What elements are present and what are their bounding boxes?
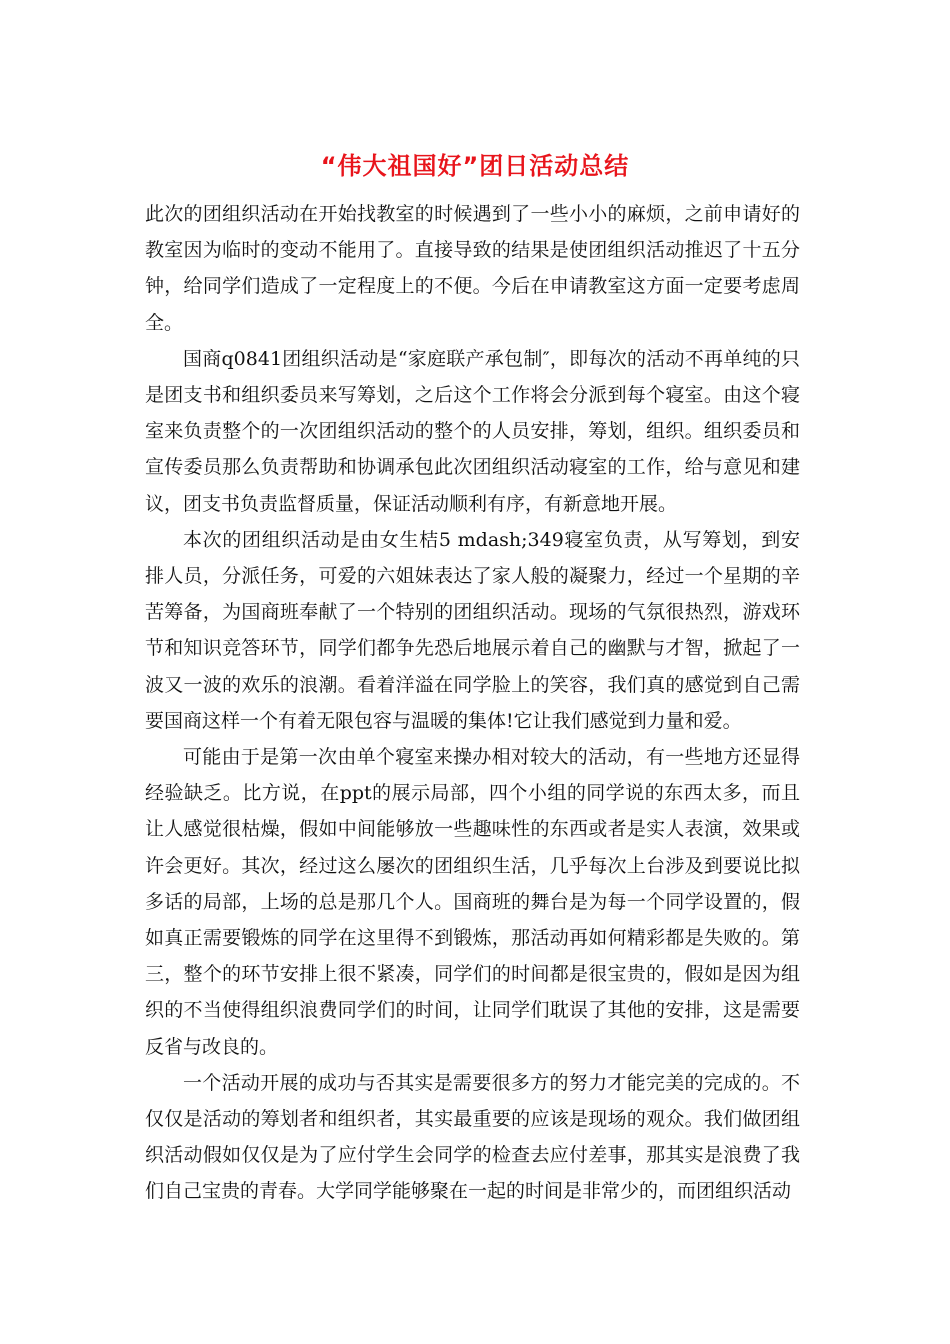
document-title: “伟大祖国好”团日活动总结 (320, 152, 630, 180)
paragraph-3: 本次的团组织活动是由女生桔5 mdash;349寝室负责，从写筹划，到安排人员，分派任务，可爱的六姐妹表达了家人般的凝聚力，经过一个星期的辛苦筹备，为国商班奉献了一个特别的团组织活动。现场的气氛很热烈，游戏环节和知识竞答环节，同学们都争先恐后地展示着自己的幽默与才智，掀起了一波又一波的欢乐的浪潮。看着洋溢在同学脸上的笑容，我们真的感觉到自己需要国商这样一个有着无限包容与温暖的集体!它让我们感觉到力量和爱。 (145, 528, 800, 732)
document-body (145, 196, 800, 1210)
paragraph-2: 国商q0841团组织活动是“家庭联产承包制″，即每次的活动不再单纯的只是团支书和组织委员来写筹划，之后这个工作将会分派到每个寝室。由这个寝室来负责整个的一次团组织活动的整个的人员安排，筹划，组织。组织委员和宣传委员那么负责帮助和协调承包此次团组织活动寝室的工作，给与意见和建议，团支书负责监督质量，保证活动顺利有序，有新意地开展。 (145, 347, 800, 515)
paragraph-5: 一个活动开展的成功与否其实是需要很多方的努力才能完美的完成的。不仅仅是活动的筹划者和组织者，其实最重要的应该是现场的观众。我们做团组织活动假如仅仅是为了应付学生会同学的检查去应付差事，那其实是浪费了我们自己宝贵的青春。大学同学能够聚在一起的时间是非常少的，而团组织活动 (145, 1071, 800, 1203)
paragraph-4: 可能由于是第一次由单个寝室来操办相对较大的活动，有一些地方还显得经验缺乏。比方说，在ppt的展示局部，四个小组的同学说的东西太多，而且让人感觉很枯燥，假如中间能够放一些趣味性的东西或者是实人表演，效果或许会更好。其次，经过这么屡次的团组织生活，几乎每次上台涉及到要说比拟多话的局部，上场的总是那几个人。国商班的舞台是为每一个同学设置的，假如真正需要锻炼的同学在这里得不到锻炼，那活动再如何精彩都是失败的。第三，整个的环节安排上很不紧凑，同学们的时间都是很宝贵的，假如是因为组织的不当使得组织浪费同学们的时间，让同学们耽误了其他的安排，这是需要反省与改良的。 (145, 746, 800, 1058)
paragraph-1: 此次的团组织活动在开始找教室的时候遇到了一些小小的麻烦，之前申请好的教室因为临时的变动不能用了。直接导致的结果是使团组织活动推迟了十五分钟，给同学们造成了一定程度上的不便。今后在申请教室这方面一定要考虑周全。 (145, 203, 800, 334)
